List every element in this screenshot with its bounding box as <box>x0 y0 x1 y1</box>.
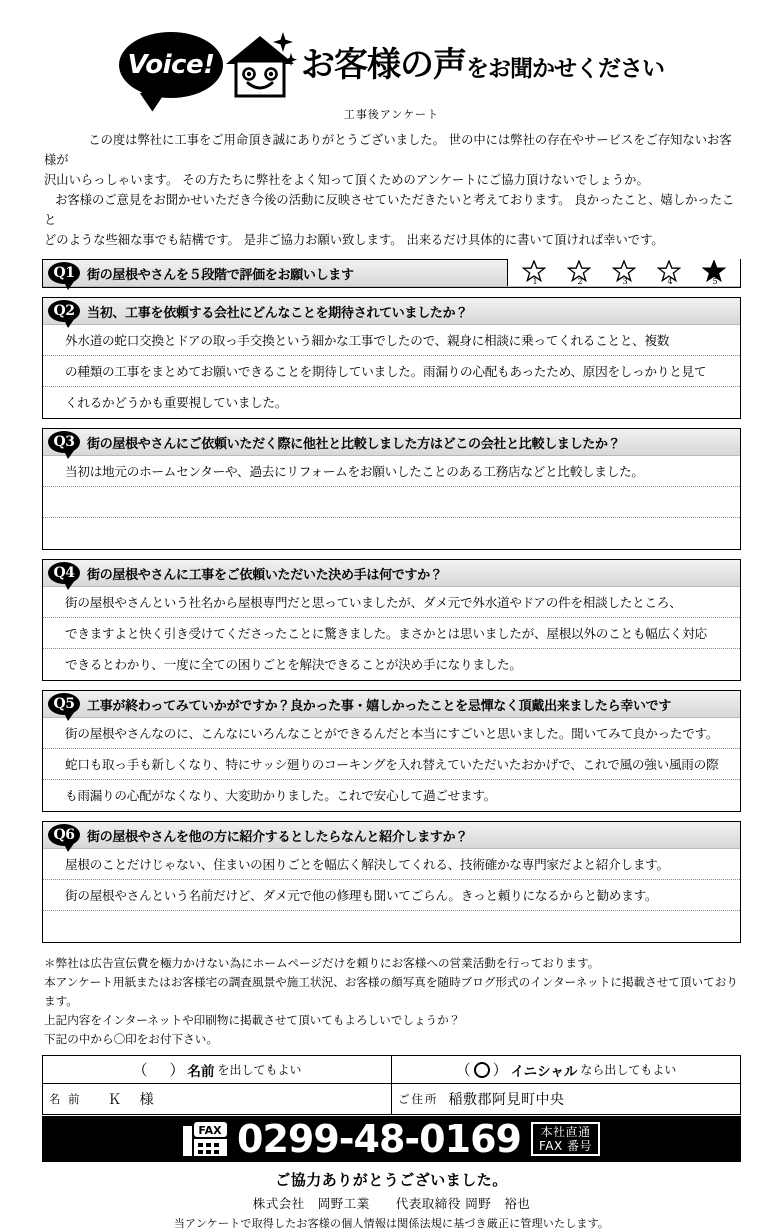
rating-star-3[interactable] <box>612 260 638 285</box>
question-badge-label: Q2 <box>53 303 75 319</box>
answer-line[interactable]: できるとわかり、一度に全ての困りごとを解決できることが決め手になりました。 <box>65 657 522 672</box>
intro-line-2: 沢山いらっしゃいます。 その方たちに弊社をよく知って頂くためのアンケートにご協力頂けないでしょうか。 <box>44 173 649 187</box>
house-mascot-icon <box>223 28 297 102</box>
svg-text:FAX: FAX <box>198 1124 222 1137</box>
privacy-notice: 当アンケートで取得したお客様の個人情報は関係法規に基づき厳正に管理いたします。 <box>173 1217 610 1230</box>
consent-option-label-strong: 名前 <box>187 1063 215 1080</box>
answer-line[interactable]: も雨漏りの心配がなくなり、大変助かりました。これで安心して過ごせます。 <box>65 788 497 803</box>
disclaimer-line-2: 本アンケート用紙またはお客様宅の調査風景や施工状況、お客様の顔写真を随時ブログ形式のインターネットに掲載させて頂いております。 <box>44 975 738 1008</box>
disclaimer-line-4: 下記の中から〇印をお付下さい。 <box>44 1032 218 1046</box>
answer-line[interactable]: くれるかどうかも重要視していました。 <box>65 395 288 410</box>
thanks-message: ご協力ありがとうございました。 <box>275 1171 508 1189</box>
rating-star-5-number: 5 <box>712 277 718 286</box>
answer-line[interactable]: 蛇口も取っ手も新しくなり、特にサッシ廻りのコーキングを入れ替えていただいたおかげで、これで風の強い風雨の際 <box>43 749 740 780</box>
fax-banner <box>42 1116 741 1162</box>
question-badge-label: Q4 <box>53 565 75 581</box>
customer-address-cell[interactable] <box>392 1084 741 1115</box>
page-subtitle: 工事後アンケート <box>343 108 440 121</box>
page-title-main: お客様の声 <box>301 45 466 85</box>
rating-star-4-number: 4 <box>667 277 673 286</box>
question-label-q5: 工事が終わってみていかがですか？良かった事・嬉しかったことを忌憚なく頂戴出来ましたら幸いです <box>87 698 672 714</box>
customer-address-value: 稲敷郡阿見町中央 <box>448 1092 565 1108</box>
answer-line[interactable]: 外水道の蛇口交換とドアの取っ手交換という細かな工事でしたので、親身に相談に乗ってくれることと、複数 <box>43 325 740 356</box>
consent-options-row <box>43 1056 741 1084</box>
paren-open: （ <box>455 1061 471 1079</box>
question-block-q4 <box>42 559 741 681</box>
question-header-q5 <box>43 691 740 718</box>
customer-info-row <box>43 1084 741 1115</box>
question-block-q5 <box>42 690 741 812</box>
page-header <box>42 0 741 108</box>
question-label-q1: 街の屋根やさんを５段階で評価をお願いします <box>87 267 354 283</box>
answer-area-q6 <box>43 849 740 942</box>
fax-badge <box>531 1122 600 1156</box>
customer-name-label: 名 前 <box>49 1092 82 1106</box>
consent-option-label-rest: を出してもよい <box>217 1063 302 1077</box>
rating-star-3-number: 3 <box>622 277 628 286</box>
question-label-q2: 当初、工事を依頼する会社にどんなことを期待されていましたか？ <box>87 305 469 321</box>
rating-star-2-number: 2 <box>577 277 583 286</box>
rating-star-1[interactable] <box>522 260 548 285</box>
fax-machine-icon <box>183 1122 227 1156</box>
answer-area-q5 <box>43 718 740 811</box>
customer-name-cell[interactable] <box>43 1084 392 1115</box>
intro-line-4: どのような些細な事でも結構です。 是非ご協力お願い致します。 出来るだけ具体的に書いて頂ければ幸いです。 <box>44 233 664 247</box>
answer-line[interactable]: の種類の工事をまとめてお願いできることを期待していました。雨漏りの心配もあったため、原因をしっかりと見て <box>43 356 740 387</box>
rating-star-group[interactable] <box>507 259 740 286</box>
answer-line[interactable] <box>43 487 740 518</box>
fax-badge-line-1: 本社直通 <box>540 1125 591 1139</box>
paren-open: （ <box>132 1061 148 1079</box>
page-title-suffix: をお聞かせください <box>466 56 664 82</box>
customer-address-label: ご住所 <box>398 1092 439 1106</box>
question-header-q1 <box>43 260 740 287</box>
answer-area-q4 <box>43 587 740 680</box>
voice-bubble-logo <box>119 32 223 98</box>
question-header-q2 <box>43 298 740 325</box>
page-footer <box>42 1169 741 1231</box>
disclaimer-text <box>44 954 739 1049</box>
consent-option-label-strong: イニシャル <box>510 1063 578 1080</box>
question-block-q6 <box>42 821 741 943</box>
question-badge-label: Q1 <box>53 265 75 281</box>
paren-close: ） <box>492 1061 508 1079</box>
page-title <box>301 45 664 85</box>
rating-star-4[interactable] <box>657 260 683 285</box>
consent-table <box>42 1055 741 1115</box>
rating-star-5-selected[interactable] <box>702 260 728 285</box>
paren-close: ） <box>169 1061 185 1079</box>
question-header-q3 <box>43 429 740 456</box>
company-info: 株式会社 岡野工業 代表取締役 岡野 裕也 <box>252 1196 531 1211</box>
disclaimer-line-3: 上記内容をインターネットや印刷物に掲載させて頂いてもよろしいでしょうか？ <box>44 1013 461 1027</box>
answer-line[interactable] <box>43 518 740 549</box>
question-block-q2 <box>42 297 741 419</box>
question-block-q1 <box>42 259 741 288</box>
question-label-q3: 街の屋根やさんにご依頼いただく際に他社と比較しました方はどこの会社と比較しましたか？ <box>87 436 621 452</box>
rating-star-2[interactable] <box>567 260 593 285</box>
question-badge-label: Q6 <box>53 827 75 843</box>
intro-paragraph <box>44 130 739 250</box>
answer-line[interactable]: できますよと快く引き受けてくださったことに驚きました。まさかとは思いましたが、屋根以外のことも幅広く対応 <box>43 618 740 649</box>
intro-line-3: お客様のご意見をお聞かせいただき今後の活動に反映させていただきたいと考えております。 良かったこと、嬉しかったこと <box>44 193 735 227</box>
fax-number: 0299-48-0169 <box>237 1117 521 1161</box>
question-badge-q1 <box>48 262 80 284</box>
answer-area-q2 <box>43 325 740 418</box>
consent-unselected-marker <box>150 1062 166 1078</box>
consent-option-initial[interactable] <box>392 1056 741 1084</box>
rating-star-1-number: 1 <box>532 277 538 286</box>
question-badge-label: Q5 <box>53 696 75 712</box>
question-badge-q4 <box>48 562 80 584</box>
question-label-q4: 街の屋根やさんに工事をご依頼いただいた決め手は何ですか？ <box>87 567 443 583</box>
disclaimer-line-1: ＊弊社は広告宣伝費を極力かけない為にホームページだけを頼りにお客様への営業活動を行っております。 <box>44 956 600 970</box>
answer-line[interactable]: 街の屋根やさんという名前だけど、ダメ元で他の修理も聞いてごらん。きっと頼りになるからと勧めます。 <box>43 880 740 911</box>
question-header-q4 <box>43 560 740 587</box>
answer-line[interactable]: 街の屋根やさんなのに、こんなにいろんなことができるんだと本当にすごいと思いました。聞いてみて良かったです。 <box>43 718 740 749</box>
customer-name-value: Ｋ 様 <box>107 1092 156 1108</box>
intro-line-1: この度は弊社に工事をご用命頂き誠にありがとうございました。 世の中には弊社の存在やサービスをご存知ないお客様が <box>44 133 732 167</box>
consent-option-full-name[interactable] <box>43 1056 392 1084</box>
question-badge-q6 <box>48 824 80 846</box>
question-header-q6 <box>43 822 740 849</box>
circle-selected-icon <box>474 1062 490 1078</box>
answer-line[interactable] <box>43 911 740 942</box>
question-block-q3 <box>42 428 741 550</box>
consent-option-label-rest: なら出してもよい <box>580 1063 677 1077</box>
question-badge-q5 <box>48 693 80 715</box>
answer-line[interactable]: 屋根のことだけじゃない、住まいの困りごとを幅広く解決してくれる、技術確かな専門家だよと紹介します。 <box>43 849 740 880</box>
question-badge-label: Q3 <box>53 434 75 450</box>
question-label-q6: 街の屋根やさんを他の方に紹介するとしたらなんと紹介しますか？ <box>87 829 469 845</box>
answer-line[interactable]: 街の屋根やさんという社名から屋根専門だと思っていましたが、ダメ元で外水道やドアの件を相談したところ、 <box>43 587 740 618</box>
answer-line[interactable]: 当初は地元のホームセンターや、過去にリフォームをお願いしたことのある工務店などと比較しました。 <box>43 456 740 487</box>
voice-label: Voice! <box>127 50 215 80</box>
fax-badge-line-2: FAX 番号 <box>538 1139 592 1153</box>
question-badge-q2 <box>48 300 80 322</box>
answer-area-q3 <box>43 456 740 549</box>
question-badge-q3 <box>48 431 80 453</box>
